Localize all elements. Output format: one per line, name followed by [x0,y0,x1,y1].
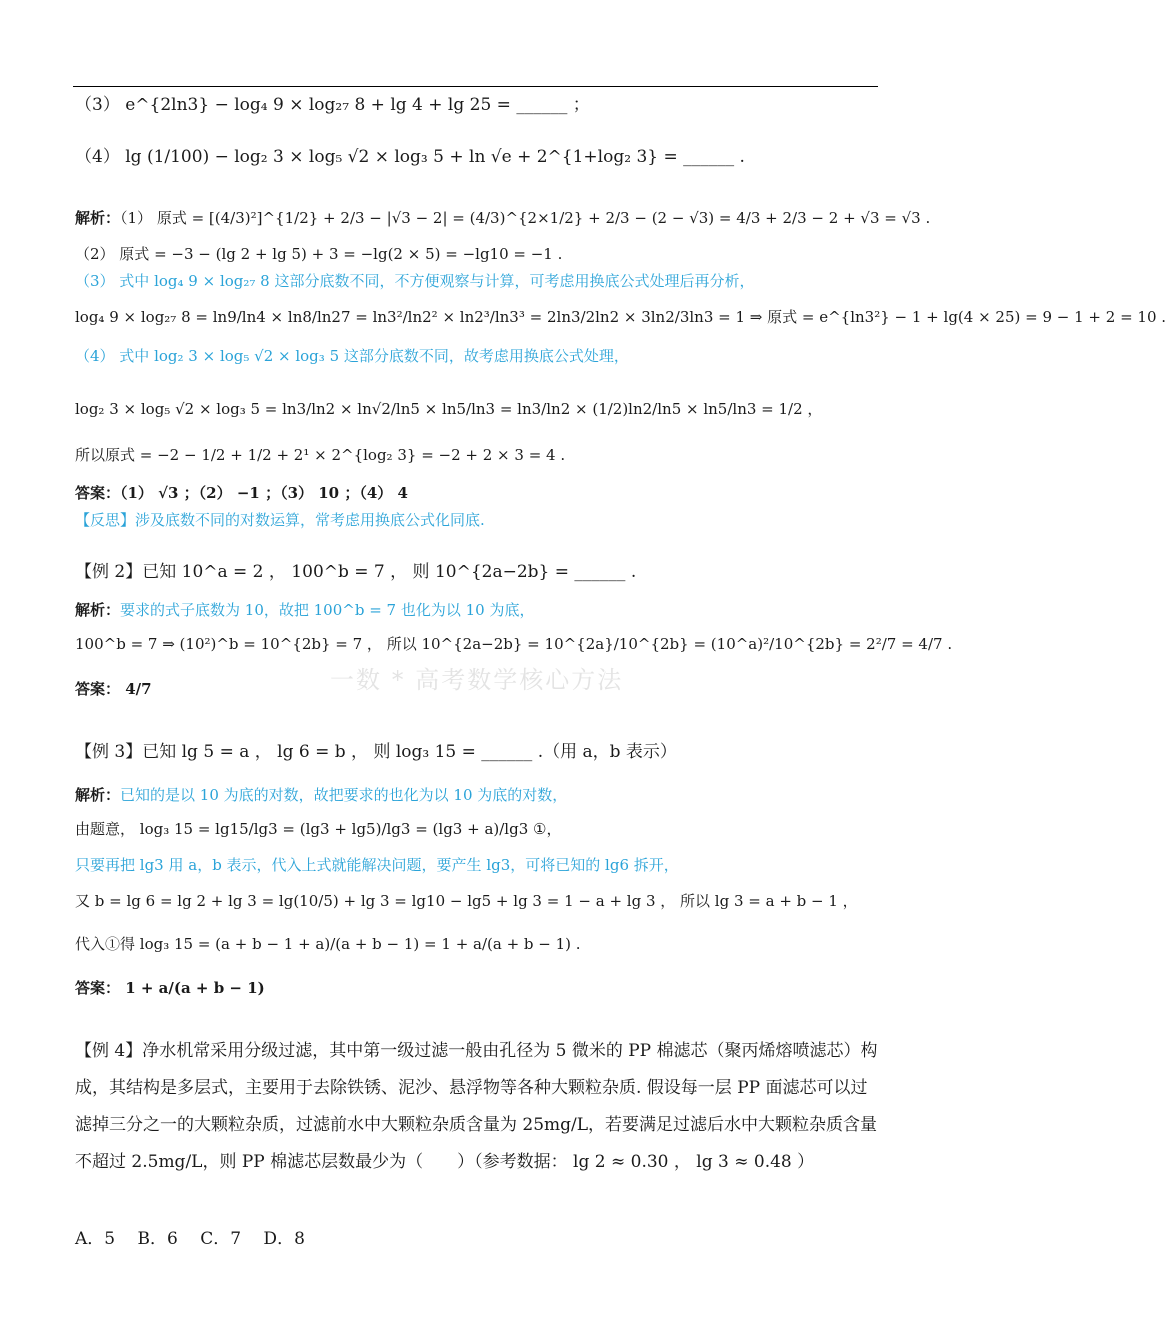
example-3-answer [75,977,265,999]
example-2-solution-note-text: 要求的式子底数为 10，故把 100^b = 7 也化为以 10 为底， [120,601,535,619]
example-3-note-2: 只要再把 lg3 用 a，b 表示，代入上式就能解决问题，要产生 lg3，可将已知的 lg6 拆开， [75,856,679,874]
top-rule [73,86,878,87]
problem-4: （4） lg (1/100) − log₂ 3 × log₅ √2 × log₃ 5 + ln √e + 2^{1+log₂ 3} = ______ . [75,147,745,167]
answer-1 [75,482,408,504]
reflection-text: 涉及底数不同的对数运算，常考虑用换底公式化同底. [135,511,485,529]
answer-1-text: 答案：（1） √3 ；（2） −1 ；（3） 10 ；（4） 4 [75,484,408,502]
solution-2: （2） 原式 = −3 − (lg 2 + lg 5) + 3 = −lg(2 × 5) = −lg10 = −1 . [75,245,563,263]
example-3-step-2: 又 b = lg 6 = lg 2 + lg 3 = lg(10/5) + lg 3 = lg10 − lg5 + lg 3 = 1 − a + lg 3 ， 所以 lg 3 = a + b − 1 ， [75,892,858,910]
solution-3-note: （3） 式中 log₄ 9 × log₂₇ 8 这部分底数不同，不方便观察与计算，可考虑用换底公式处理后再分析， [75,272,755,290]
example-2-answer-text: 答案： 4/7 [75,680,152,698]
watermark: 一数 * 高考数学核心方法 [330,666,624,694]
example-2: 【例 2】已知 10^a = 2 ， 100^b = 7 ， 则 10^{2a−2b} = ______ . [75,562,637,582]
solution-4-result: 所以原式 = −2 − 1/2 + 1/2 + 2¹ × 2^{log₂ 3} = −2 + 2 × 3 = 4 . [75,446,566,464]
example-3-step-1: 由题意， log₃ 15 = lg15/lg3 = (lg3 + lg5)/lg3 = (lg3 + a)/lg3 ①， [75,820,562,838]
reflection-label: 【反思】 [75,511,136,529]
solution-3-calc: log₄ 9 × log₂₇ 8 = ln9/ln4 × ln8/ln27 = ln3²/ln2² × ln2³/ln3³ = 2ln3/2ln2 × 3ln2/3ln3 = 1 ⇒ 原式 = e^{ln3²} − 1 + lg(4 × 25) = 9 − 1 + 2 = 10 . [75,308,1166,326]
solution-4-calc: log₂ 3 × log₅ √2 × log₃ 5 = ln3/ln2 × ln√2/ln5 × ln5/ln3 = ln3/ln2 × (1/2)ln2/ln5 × ln5/ln3 = 1/2 ， [75,400,823,418]
example-2-solution-calc: 100^b = 7 ⇒ (10²)^b = 10^{2b} = 7 ， 所以 10^{2a−2b} = 10^{2a}/10^{2b} = (10^a)²/10^{2b} = 2²/7 = 4/7 . [75,635,953,653]
solution-1 [75,207,930,229]
solution-1-text: （1） 原式 = [(4/3)²]^{1/2} + 2/3 − |√3 − 2| = (4/3)^{2×1/2} + 2/3 − (2 − √3) = 4/3 + 2/3 − 2 + √3 = √3 . [120,209,931,227]
example-2-answer [75,678,152,700]
example-4: 【例 4】净水机常采用分级过滤，其中第一级过滤一般由孔径为 5 微米的 PP 棉滤芯（聚丙烯熔喷滤芯）构成，其结构是多层式，主要用于去除铁锈、泥沙、悬浮物等各种大颗粒杂质. 假设每一层 PP 面滤芯可以过滤掉三分之一的大颗粒杂质，过滤前水中大颗粒杂质含量为 25mg/L，若要满足过滤后水中大颗粒杂质含量不超过 2.5mg/L，则 PP 棉滤芯层数最少为（ ）（参考数据： lg 2 ≈ 0.30 ， lg 3 ≈ 0.48 ） [75,1041,878,1172]
example-3: 【例 3】已知 lg 5 = a ， lg 6 = b ， 则 log₃ 15 = ______ .（用 a，b 表示） [75,742,677,762]
solution-label: 解析： [75,209,121,227]
example-3-solution-note-text: 已知的是以 10 为底的对数，故把要求的也化为以 10 为底的对数， [120,786,568,804]
example-3-solution-label: 解析： [75,786,121,804]
reflection [75,509,485,531]
example-3-solution-note [75,784,567,806]
example-3-answer-text: 答案： 1 + a/(a + b − 1) [75,979,265,997]
problem-3: （3） e^{2ln3} − log₄ 9 × log₂₇ 8 + lg 4 + lg 25 = ______ ； [75,95,590,115]
example-3-step-3: 代入①得 log₃ 15 = (a + b − 1 + a)/(a + b − 1) = 1 + a/(a + b − 1) . [75,935,581,953]
example-2-solution-note [75,599,534,621]
example-4-options: A．5 B．6 C．7 D．8 [75,1229,305,1249]
example-2-solution-label: 解析： [75,601,121,619]
solution-4-note: （4） 式中 log₂ 3 × log₅ √2 × log₃ 5 这部分底数不同，故考虑用换底公式处理， [75,347,629,365]
